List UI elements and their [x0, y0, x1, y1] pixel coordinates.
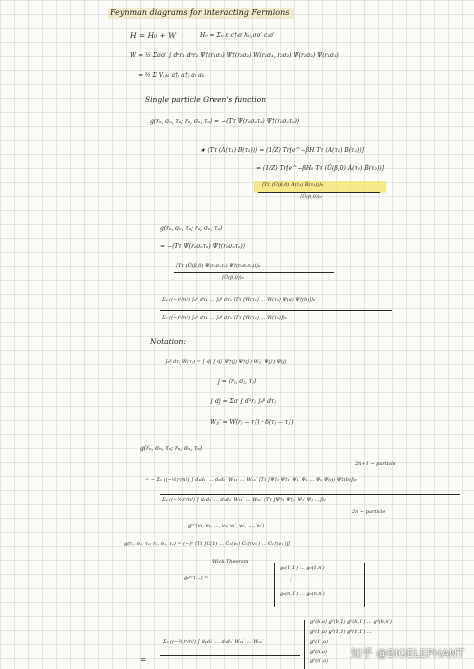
fraction-rule: [160, 494, 460, 495]
equation-line: Wⱼⱼ′ = W(rⱼ − rⱼ′) · δ(τⱼ − τⱼ′): [210, 419, 294, 426]
matrix-row: g⁰(1,a) g⁰(1,1) g⁰(1,1′) …: [310, 629, 372, 635]
equation-line: ★ ⟨Tτ (A(τ₁) B(τ₂))⟩ = (1/Z) Tr[e^−βH Tτ (A(τ₁) B(τ₂))]: [200, 147, 364, 154]
annotation: 2n − particle: [352, 509, 386, 515]
equation-line: H = H₀ + W: [130, 31, 176, 40]
matrix-row: g⁰(b,a) g⁰(b,1) g⁰(b,1′) … g⁰(b,n′): [310, 619, 392, 625]
page-title: Feynman diagrams for interacting Fermions: [110, 8, 290, 17]
section-heading: Notation:: [150, 337, 186, 346]
fraction-rule: [174, 272, 334, 273]
matrix-row: g⁰(1′,a): [310, 639, 328, 645]
section-heading: Single particle Green's function: [145, 95, 267, 104]
matrix-row: g⁰(n,a): [310, 649, 327, 655]
equation-line: W = ½ Σσσ′ ∫ dᵃr₁ dᵃr₂ Ψ†(r₁σ₁) Ψ†(r₂σ₂) W(r₁σ₁, r₂σ₂) Ψ(r₂σ₂) Ψ(r₁σ₁): [130, 52, 339, 59]
equation-line: g⁽ⁿ⁾(v₁, v₂, …, vₙ; v₁′, v₂′, …, vₙ′): [188, 523, 265, 529]
equation-line: = (1/Z) Tr[e^−βH₀ Tτ (Û(β,0) Â(τ₁) B̂(τ₂))]: [256, 165, 384, 172]
equation-line: g(rₒ, σₒ, τₒ; rₒ, σₒ, τₒ) = (−)ⁿ ⟨Tτ [C(1) … Cₙ(vₙ) Cₙ†(vₙ′) … C₁†(v₁′)]⟩: [124, 541, 291, 547]
matrix-row: g⁰(n′,a): [310, 658, 329, 664]
equation-line: Σₙ ((−)ⁿ/n!) ∫₀ᵝ dτ₁ … ∫₀ᵝ dτₙ ⟨Tτ [Ŵ(τ₁) … Ŵ(τₙ) Ψ(a) Ψ†(b)]⟩₀: [162, 297, 316, 303]
determinant-bar-left: [304, 620, 305, 669]
equals-sign: =: [140, 655, 147, 664]
matrix-row: g₀(1,1′) … g₀(1,n′): [280, 565, 325, 571]
equation-line: Σₙ ((−)ⁿ/n!) ∫₀ᵝ dτ₁ … ∫₀ᵝ dτₙ ⟨Tτ [Ŵ(τ₁) … Ŵ(τₙ)]⟩₀: [162, 315, 287, 321]
equation-line: ⟨Tτ (Û(β,0) Â(τ₁) B̂(τ₂))⟩₀: [262, 182, 324, 188]
fraction-rule: [160, 310, 392, 311]
equation-line: g₀⁽ⁿ⁾(…) =: [184, 575, 209, 581]
matrix-row: ⋮: [288, 577, 293, 583]
equation-line: H₀ = Σᵢⱼ ε c†ᵢσ hᵢⱼ,σσ′ cⱼσ′: [200, 32, 275, 39]
equation-line: ⟨Tτ (Û(β,0) Ψ(rₒσₒτₒ) Ψ†(rₒσₒτₒ))⟩₀: [176, 263, 261, 269]
annotation: Wick-Theorem: [212, 559, 249, 565]
equation-line: g(rₒ, σₒ, τₒ; rₒ, σₒ, τₒ): [160, 225, 223, 232]
equation-line: ⟨Û(β,0)⟩₀: [300, 194, 322, 200]
equation-line: ∫₀ᵝ dτⱼ Ŵ(τⱼ) = ∫ dj ∫ dj′ Ψ†(j) Ψ†(j′) Wⱼⱼ′ Ψ(j′) Ψ(j): [165, 359, 287, 365]
equation-line: = − Σₙ ((−½)ⁿ/n!) ∫ d₁d₁′ … dₙdₙ′ W₁₁′ … Wₙₙ′ ⟨Tτ [Ψ†₁ Ψ†₁′ Ψ₁′ Ψ₁ … Ψₙ Ψ(a) Ψ†(b)]⟩₀: [145, 477, 357, 483]
fraction-rule: [258, 192, 380, 193]
equation-line: g(rₒ, σₒ, τₒ; rₒ, σₒ, τₒ): [140, 445, 203, 452]
equation-line: g(rₒ, σₒ, τₒ; rₒ, σₒ, τₒ) = −⟨Tτ Ψ(rₒσₒτₒ) Ψ†(rₒσₒτₒ)⟩: [150, 118, 300, 125]
determinant-bar-left: [274, 563, 275, 607]
determinant-bar-right: [364, 563, 365, 607]
equation-line: ∫ dj = Σσ ∫ d³rⱼ ∫₀ᵝ dτⱼ: [210, 398, 276, 405]
annotation: 2n+1 − particle: [355, 461, 396, 467]
equation-line: Σₙ ((−½)ⁿ/n!) ∫ d₁d₁′ … dₙdₙ′ W₁₁′ … Wₙₙ′ ⟨Tτ [Ψ†₁ Ψ†₁′ Ψ₁′ Ψ₁ …]⟩₀: [162, 497, 326, 503]
equation-line: = ½ Σ Vᵢⱼₖₗ a†ᵢ a†ⱼ aₗ aₖ: [138, 72, 204, 79]
equation-line: ⟨Û(β,0)⟩₀: [222, 275, 244, 281]
fraction-rule: [160, 655, 300, 656]
equation-line: Σₙ ((−½)ⁿ/n!) ∫ d₁d₁′ … dₙdₙ′ W₁₁′ … Wₙₙ′: [163, 639, 264, 645]
watermark: 知乎 @BIGELEPHANT: [350, 647, 464, 660]
equation-line: j = (rⱼ, σⱼ, τⱼ): [218, 378, 257, 385]
matrix-row: g₀(n,1′) … g₀(n,n′): [280, 591, 325, 597]
equation-line: = −⟨Tτ Ψ(rₒσₒτₒ) Ψ†(rₒσₒτₒ)⟩: [160, 243, 246, 250]
